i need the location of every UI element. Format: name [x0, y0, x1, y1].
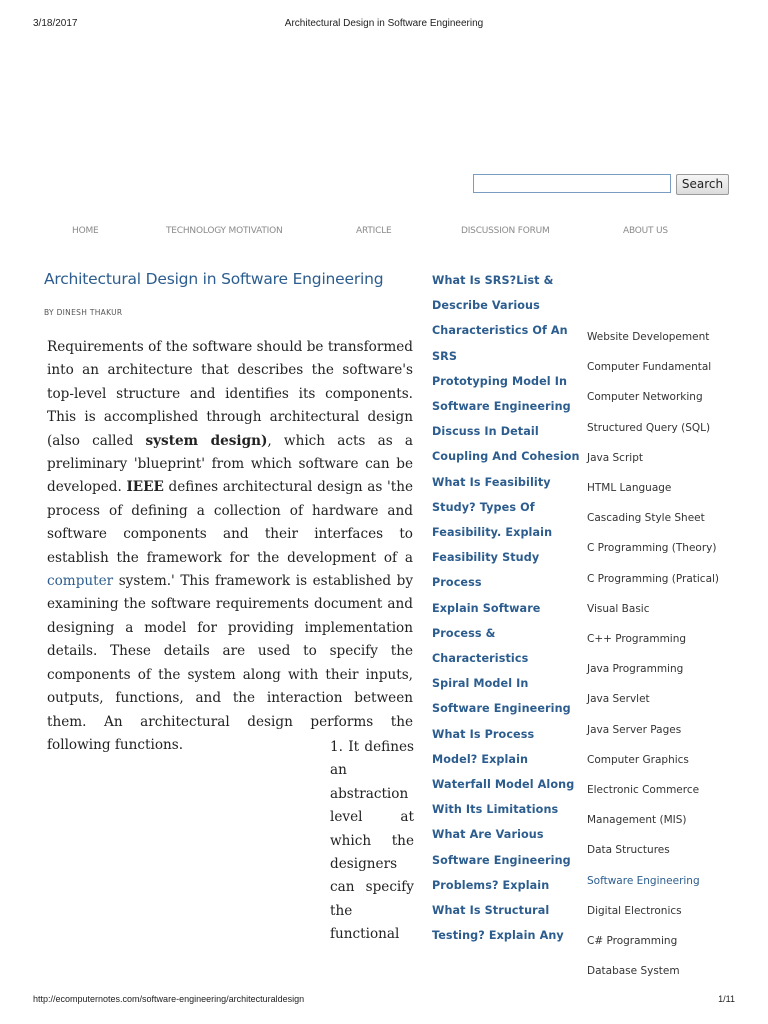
related-link[interactable]: What Is Feasibility Study? Types Of Feasibility. Explain Feasibility Study Process: [432, 475, 553, 590]
category-link[interactable]: Electronic Commerce: [587, 784, 700, 797]
related-link[interactable]: Explain Software Process & Characteristics: [432, 601, 541, 666]
main-nav: [0, 226, 768, 240]
category-link[interactable]: C Programming (Pratical): [587, 572, 720, 585]
related-link[interactable]: Spiral Model In Software Engineering: [432, 677, 571, 716]
body-text-2: , which acts as a preliminary 'blueprint' from which software can be developed.: [47, 432, 413, 496]
category-link[interactable]: C Programming (Theory): [587, 542, 717, 555]
body-bold-system-design: system design): [145, 432, 268, 449]
body-bold-ieee: IEEE: [126, 479, 164, 496]
related-link[interactable]: Prototyping Model In Software Engineering: [432, 374, 571, 414]
related-link[interactable]: What Is SRS?List & Describe Various Characteristics Of An SRS: [432, 274, 568, 363]
category-link[interactable]: Website Developement: [587, 331, 710, 343]
page-number: 1/11: [718, 994, 735, 1004]
byline: BY DINESH THAKUR: [44, 308, 123, 317]
category-link[interactable]: Cascading Style Sheet: [587, 512, 705, 525]
category-link[interactable]: Computer Fundamental: [587, 361, 712, 374]
nav-article[interactable]: ARTICLE: [356, 226, 392, 236]
category-link[interactable]: Java Servlet: [587, 693, 650, 706]
search-input[interactable]: [473, 174, 671, 193]
category-link[interactable]: HTML Language: [587, 482, 672, 495]
category-link[interactable]: Java Script: [587, 451, 643, 464]
category-link[interactable]: C# Programming: [587, 935, 678, 948]
related-links: [432, 268, 582, 948]
category-link[interactable]: Computer Networking: [587, 391, 703, 404]
category-link[interactable]: Management (MIS): [587, 814, 687, 827]
print-title: Architectural Design in Software Engineering: [284, 18, 484, 29]
nav-discussion-forum[interactable]: DISCUSSION FORUM: [461, 226, 550, 236]
related-link[interactable]: What Is Process Model? Explain Waterfall Model Along With Its Limitations: [432, 727, 575, 817]
category-link[interactable]: Java Server Pages: [587, 723, 682, 736]
related-link[interactable]: What Are Various Software Engineering Problems? Explain: [432, 828, 571, 892]
article-body: [47, 336, 413, 757]
list-item-1: 1. It defines an abstraction level at which the designers can specify the functional: [330, 739, 414, 943]
category-link[interactable]: Computer Graphics: [587, 753, 689, 766]
nav-about-us[interactable]: ABOUT US: [623, 226, 668, 236]
category-link[interactable]: C++ Programming: [587, 633, 687, 646]
nav-technology-motivation[interactable]: TECHNOLOGY MOTIVATION: [166, 226, 283, 236]
category-link[interactable]: Visual Basic: [587, 602, 650, 615]
body-text-1: Requirements of the software should be transformed into an architecture that describes the software's top-level structure and identifies its components. This is accomplished through architectural design (also called: [47, 339, 413, 449]
print-url[interactable]: http://ecomputernotes.com/software-engineering/architecturaldesign: [33, 994, 305, 1004]
category-link-active[interactable]: Software Engineering: [587, 874, 700, 887]
related-link[interactable]: Discuss In Detail Coupling And Cohesion: [432, 425, 580, 464]
print-date: 3/18/2017: [33, 18, 78, 29]
computer-link[interactable]: computer: [47, 573, 114, 590]
article-title[interactable]: Architectural Design in Software Engineering: [44, 270, 384, 288]
category-link[interactable]: Database System: [587, 965, 680, 978]
related-link[interactable]: What Is Structural Testing? Explain Any: [432, 904, 564, 943]
category-link[interactable]: Data Structures: [587, 844, 670, 857]
search-button[interactable]: Search: [676, 174, 729, 195]
category-link[interactable]: Java Programming: [587, 663, 684, 676]
nav-home[interactable]: HOME: [72, 226, 99, 236]
body-text-4: system.' This framework is established by examining the software requirements document and designing a model for providing implementation details. These details are used to specify the components of the system along with their inputs, outputs, functions, and the interaction between them. An architectural design performs the following functions.: [47, 573, 413, 753]
category-link[interactable]: Digital Electronics: [587, 904, 682, 917]
body-text-3: defines architectural design as 'the process of defining a collection of hardware and software components and their interfaces to establish the framework for the development of a: [47, 479, 413, 566]
category-link[interactable]: Structured Query (SQL): [587, 421, 711, 434]
category-links: [587, 322, 757, 986]
